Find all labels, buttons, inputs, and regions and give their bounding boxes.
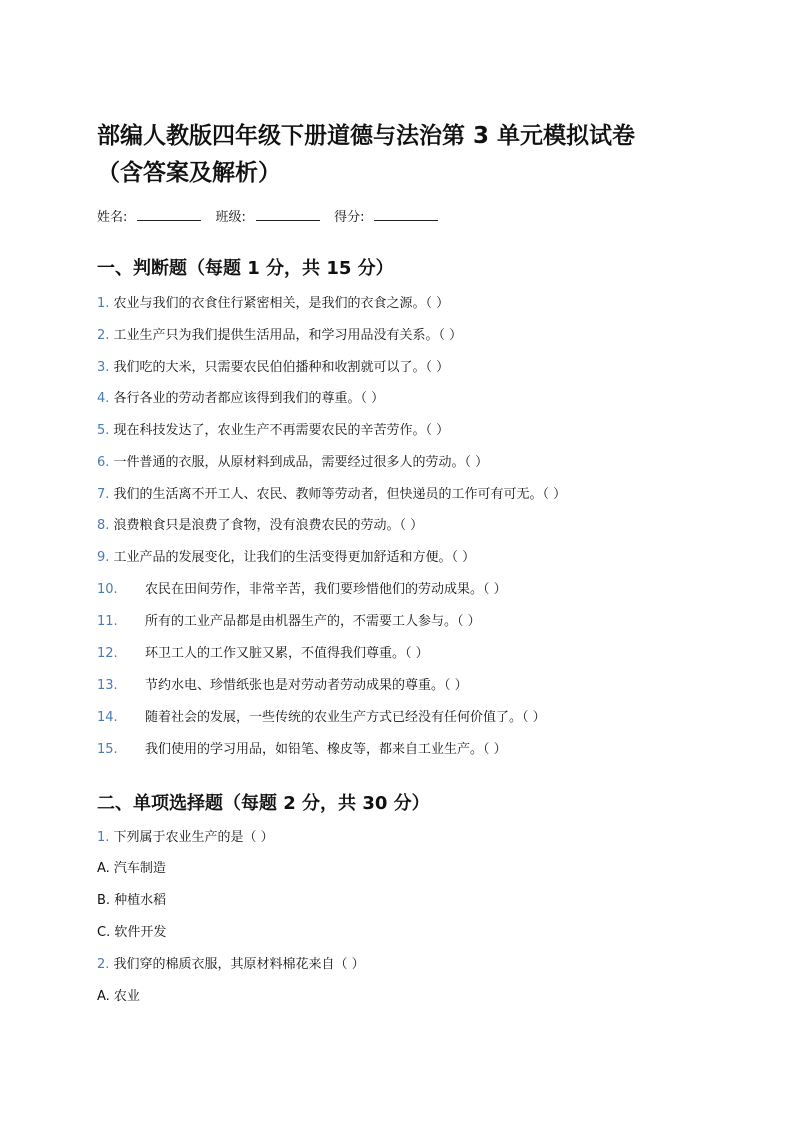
question-number: 1.: [97, 296, 110, 311]
question-text: 下列属于农业生产的是（ ）: [113, 830, 274, 845]
section1-heading: 一、判断题（每题 1 分，共 15 分）: [97, 258, 394, 279]
option-item: [97, 988, 140, 1006]
question-text: 随着社会的发展，一些传统的农业生产方式已经没有任何价值了。（ ）: [145, 710, 546, 725]
question-text: 农民在田间劳作，非常辛苦，我们要珍惜他们的劳动成果。（ ）: [145, 582, 507, 597]
question-text: 一件普通的衣服，从原材料到成品，需要经过很多人的劳动。（ ）: [113, 455, 489, 470]
class-label: 班级:: [215, 210, 246, 225]
option-text: A. 汽车制造: [97, 861, 166, 876]
option-text: A. 农业: [97, 989, 140, 1004]
question-text: 环卫工人的工作又脏又累，不值得我们尊重。（ ）: [145, 646, 429, 661]
name-blank[interactable]: [137, 207, 201, 221]
question-text: 我们使用的学习用品，如铅笔、橡皮等，都来自工业生产。（ ）: [145, 742, 507, 757]
option-item: [97, 892, 166, 910]
class-blank[interactable]: [256, 207, 320, 221]
question-text: 各行各业的劳动者都应该得到我们的尊重。（ ）: [113, 391, 385, 406]
question-number: 11.: [97, 614, 118, 629]
student-info-row: [97, 207, 448, 227]
question-number: 5.: [97, 423, 110, 438]
question-item: [97, 613, 481, 631]
title-line-1: 部编人教版四年级下册道德与法治第 3 单元模拟试卷: [97, 123, 636, 149]
question-number: 13.: [97, 678, 118, 693]
question-item: [97, 829, 274, 847]
question-text: 现在科技发达了，农业生产不再需要农民的辛苦劳作。（ ）: [113, 423, 450, 438]
question-text: 所有的工业产品都是由机器生产的，不需要工人参与。（ ）: [145, 614, 481, 629]
score-label: 得分:: [334, 210, 365, 225]
question-item: [97, 454, 488, 472]
question-number: 2.: [97, 957, 110, 972]
question-number: 14.: [97, 710, 118, 725]
question-number: 15.: [97, 742, 118, 757]
name-label: 姓名:: [97, 210, 128, 225]
question-text: 工业产品的发展变化，让我们的生活变得更加舒适和方便。（ ）: [113, 550, 476, 565]
option-text: C. 软件开发: [97, 925, 167, 940]
question-number: 7.: [97, 487, 110, 502]
question-number: 1.: [97, 830, 110, 845]
question-number: 4.: [97, 391, 110, 406]
question-item: [97, 709, 546, 727]
question-item: [97, 517, 423, 535]
question-number: 10.: [97, 582, 118, 597]
question-item: [97, 422, 449, 440]
question-number: 6.: [97, 455, 110, 470]
question-text: 节约水电、珍惜纸张也是对劳动者劳动成果的尊重。（ ）: [145, 678, 468, 693]
question-text: 浪费粮食只是浪费了食物，没有浪费农民的劳动。（ ）: [113, 518, 424, 533]
option-text: B. 种植水稻: [97, 893, 167, 908]
score-blank[interactable]: [374, 207, 438, 221]
score-field[interactable]: [334, 210, 438, 225]
question-item: [97, 581, 507, 599]
question-text: 工业生产只为我们提供生活用品，和学习用品没有关系。（ ）: [113, 328, 463, 343]
section2-heading: 二、单项选择题（每题 2 分，共 30 分）: [97, 793, 430, 814]
question-item: [97, 549, 475, 567]
question-number: 3.: [97, 360, 110, 375]
question-item: [97, 741, 507, 759]
question-item: [97, 677, 468, 695]
question-text: 我们吃的大米，只需要农民伯伯播种和收割就可以了。（ ）: [113, 360, 450, 375]
question-item: [97, 359, 449, 377]
question-item: [97, 295, 449, 313]
question-number: 2.: [97, 328, 110, 343]
question-number: 8.: [97, 518, 110, 533]
question-text: 农业与我们的衣食住行紧密相关，是我们的衣食之源。（ ）: [113, 296, 450, 311]
title-line-2: （含答案及解析）: [97, 160, 281, 186]
option-item: [97, 924, 166, 942]
option-item: [97, 860, 166, 878]
question-number: 12.: [97, 646, 118, 661]
question-item: [97, 327, 462, 345]
question-number: 9.: [97, 550, 110, 565]
question-item: [97, 645, 429, 663]
class-field[interactable]: [216, 210, 325, 225]
document-title: [97, 118, 737, 192]
question-item: [97, 390, 384, 408]
question-item: [97, 956, 365, 974]
question-text: 我们穿的棉质衣服，其原材料棉花来自（ ）: [113, 957, 365, 972]
question-text: 我们的生活离不开工人、农民、教师等劳动者，但快递员的工作可有可无。（ ）: [113, 487, 567, 502]
question-item: [97, 486, 566, 504]
name-field[interactable]: [97, 210, 206, 225]
